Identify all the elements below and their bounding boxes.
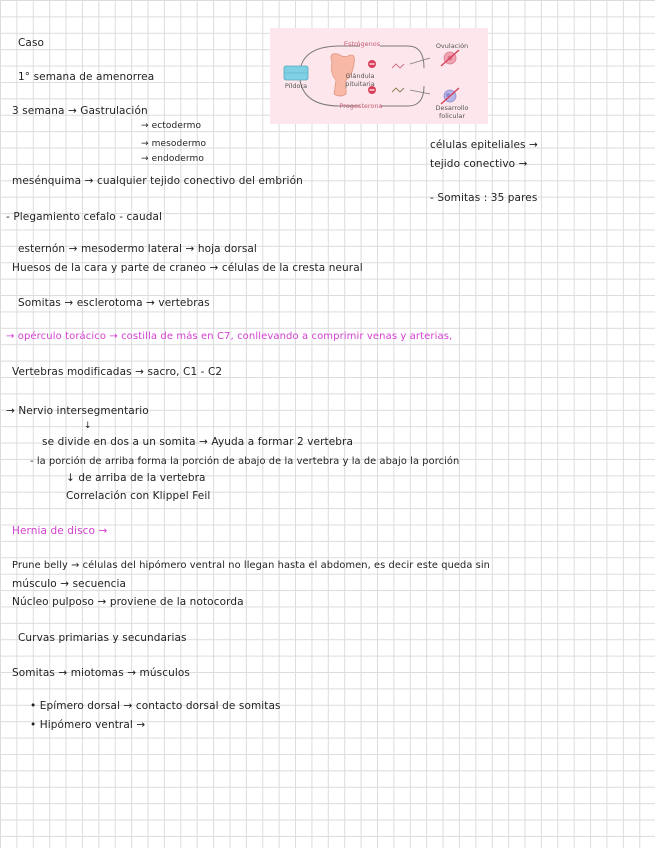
note-line: Somitas → esclerotoma → vertebras — [18, 297, 210, 309]
note-line: - la porción de arriba forma la porción de abajo de la vertebra y la de abajo la porción — [30, 456, 460, 467]
note-line: - Plegamiento cefalo - caudal — [6, 211, 163, 223]
label-progesterona: Progesterona — [339, 102, 383, 110]
label-desarrollo: Desarrollo folicular — [435, 104, 469, 120]
connector-line — [410, 90, 430, 94]
note-line: 3 semana → Gastrulación — [12, 105, 148, 117]
hormone-diagram — [270, 28, 488, 124]
progesterone-return-path — [380, 86, 424, 106]
hormone-molecule-icon — [392, 88, 404, 92]
note-line: → ectodermo — [141, 121, 202, 131]
note-line: esternón → mesodermo lateral → hoja dorsal — [18, 243, 257, 255]
note-line: Somitas → miotomas → músculos — [12, 667, 190, 679]
note-line: → endodermo — [141, 154, 205, 164]
estrogen-return-path — [380, 46, 424, 68]
note-line: → mesodermo — [141, 139, 207, 149]
page-title: Caso — [18, 37, 45, 49]
note-line-highlight: Hernia de disco → — [12, 525, 108, 537]
note-line: • Epímero dorsal → contacto dorsal de somitas — [30, 700, 281, 712]
label-glandula: Glándula pituitaria — [345, 72, 375, 88]
label-ovulacion: Ovulación — [435, 42, 469, 50]
note-line: ↓ de arriba de la vertebra — [66, 472, 206, 484]
note-line: 1° semana de amenorrea — [18, 71, 155, 83]
note-line: • Hipómero ventral → — [30, 719, 146, 731]
note-line: mesénquima → cualquier tejido conectivo del embrión — [12, 175, 303, 187]
note-line: → Nervio intersegmentario — [6, 405, 149, 417]
label-estrogenos: Estrógenos — [343, 40, 381, 48]
note-line: tejido conectivo → — [430, 158, 528, 170]
note-line: - Somitas : 35 pares — [430, 192, 538, 204]
note-line-highlight: → opérculo torácico → costilla de más en C7, conllevando a comprimir venas y arterias, — [6, 331, 453, 342]
note-line: Curvas primarias y secundarias — [18, 632, 187, 644]
note-line: músculo → secuencia — [12, 578, 127, 590]
note-line: células epiteliales → — [430, 139, 538, 151]
label-pildora: Píldora — [284, 82, 308, 90]
note-line: Prune belly → células del hipómero ventral no llegan hasta el abdomen, es decir este queda sin — [12, 560, 490, 571]
note-line: Correlación con Klippel Feil — [66, 490, 211, 502]
note-line: se divide en dos a un somita → Ayuda a formar 2 vertebra — [42, 436, 353, 448]
note-line: Núcleo pulposo → proviene de la notocorda — [12, 596, 244, 608]
connector-line — [410, 58, 430, 64]
note-line: Vertebras modificadas → sacro, C1 - C2 — [12, 366, 223, 378]
note-line: Huesos de la cara y parte de craneo → células de la cresta neural — [12, 262, 363, 274]
note-line: ↓ — [84, 421, 92, 431]
hormone-molecule-icon — [392, 64, 404, 68]
